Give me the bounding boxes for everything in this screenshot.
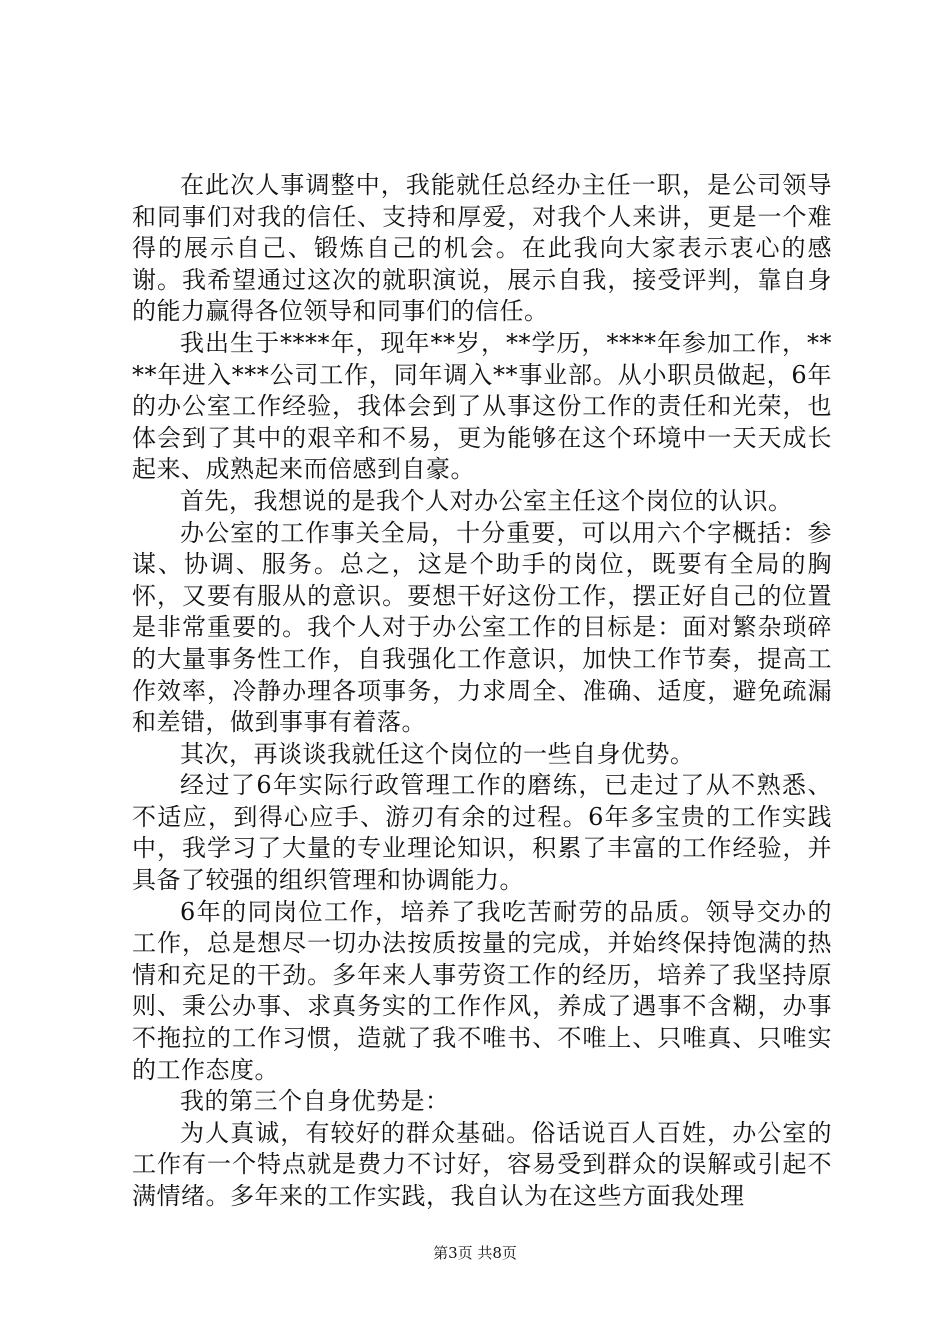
- page-footer: 第3页 共8页: [433, 1244, 517, 1262]
- paragraph: 办公室的工作事关全局，十分重要，可以用六个字概括：参谋、协调、服务。总之，这是个助手的岗位，既要有全局的胸怀，又要有服从的意识。要想干好这份工作，摆正好自己的位置是非常重要的。我个人对于办公室工作的目标是：面对繁杂琐碎的大量事务性工作，自我强化工作意识，加快工作节奏，提高工作效率，冷静办理各项事务，力求周全、准确、适度，避免疏漏和差错，做到事事有着落。: [132, 518, 832, 737]
- paragraph: 经过了6年实际行政管理工作的磨练，已走过了从不熟悉、不适应，到得心应手、游刃有余的过程。6年多宝贵的工作实践中，我学习了大量的专业理论知识，积累了丰富的工作经验，并具备了较强的组织管理和协调能力。: [132, 771, 832, 895]
- paragraph: 在此次人事调整中，我能就任总经办主任一职，是公司领导和同事们对我的信任、支持和厚爱，对我个人来讲，更是一个难得的展示自己、锻炼自己的机会。在此我向大家表示衷心的感谢。我希望通过这次的就职演说，展示自我，接受评判，靠自身的能力赢得各位领导和同事们的信任。: [132, 171, 832, 326]
- paragraph: 首先，我想说的是我个人对办公室主任这个岗位的认识。: [180, 486, 793, 515]
- paragraph: 6年的同岗位工作，培养了我吃苦耐劳的品质。领导交办的工作，总是想尽一切办法按质按量的完成，并始终保持饱满的热情和充足的干劲。多年来人事劳资工作的经历，培养了我坚持原则、秉公办事、求真务实的工作作风，养成了遇事不含糊，办事不拖拉的工作习惯，造就了我不唯书、不唯上、只唯真、只唯实的工作态度。: [132, 897, 832, 1084]
- body-text: [132, 170, 832, 1213]
- paragraph: 我出生于****年，现年**岁，**学历，****年参加工作，****年进入***公司工作，同年调入**事业部。从小职员做起，6年的办公室工作经验，我体会到了从事这份工作的责任和光荣，也体会到了其中的艰辛和不易，更为能够在这个环境中一天天成长起来、成熟起来而倍感到自豪。: [132, 328, 832, 484]
- paragraph: 为人真诚，有较好的群众基础。俗话说百人百姓，办公室的工作有一个特点就是费力不讨好，容易受到群众的误解或引起不满情绪。多年来的工作实践，我自认为在这些方面我处理: [132, 1118, 832, 1210]
- paragraph: 其次，再谈谈我就任这个岗位的一些自身优势。: [180, 739, 695, 768]
- paragraph: 我的第三个自身优势是：: [180, 1087, 450, 1116]
